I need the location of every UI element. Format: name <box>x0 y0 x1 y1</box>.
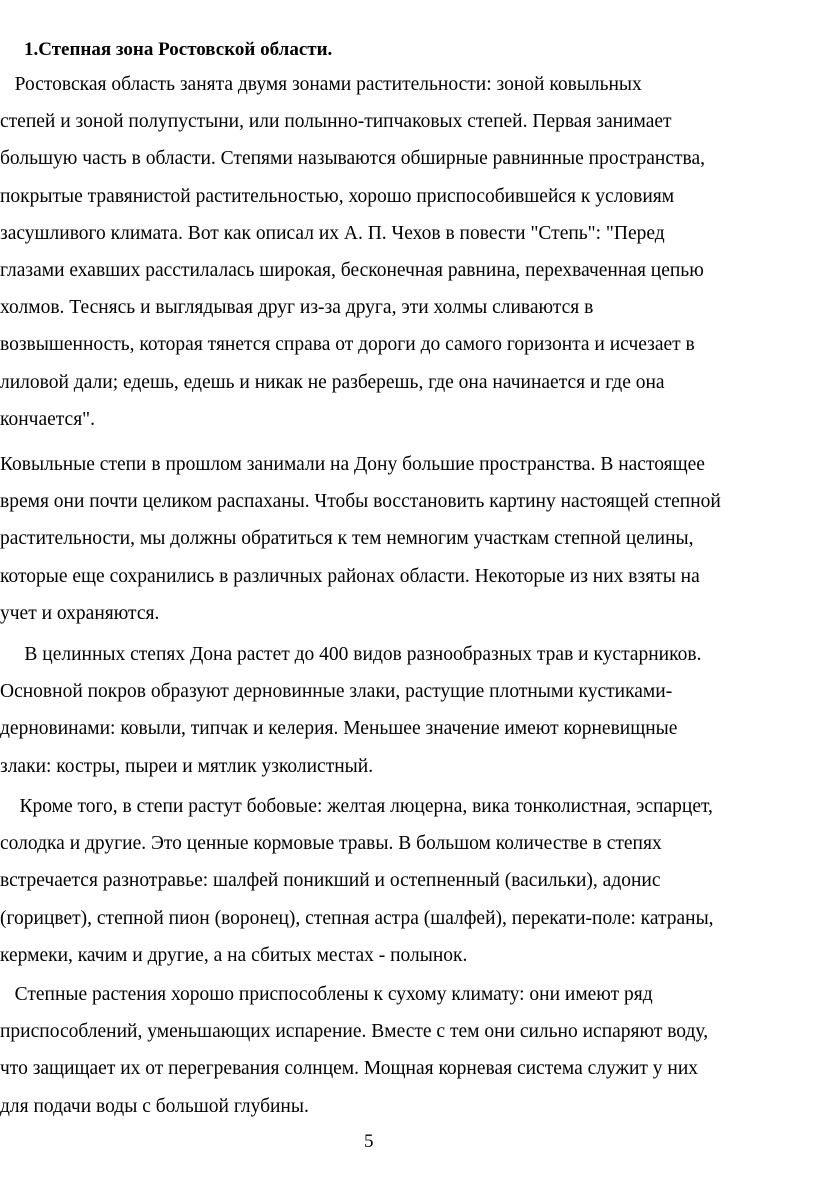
text-line: глазами ехавших расстилалась широкая, бесконечная равнина, перехваченная цепью <box>0 259 704 281</box>
text-line: которые еще сохранились в различных районах области. Некоторые из них взяты на <box>0 565 700 587</box>
text-line: растительности, мы должны обратиться к тем немногим участкам степной целины, <box>0 528 694 550</box>
text-line: Ковыльные степи в прошлом занимали на Дону большие пространства. В настоящее <box>0 454 705 475</box>
paragraph-5 <box>0 976 816 1125</box>
text-line: лиловой дали; едешь, едешь и никак не разберешь, где она начинается и где она <box>0 371 665 393</box>
text-line: (горицвет), степной пион (воронец), степная астра (шалфей), перекати-поле: катраны, <box>0 907 714 929</box>
text-line: Кроме того, в степи растут бобовые: желтая люцерна, вика тонколистная, эспарцет, <box>0 796 713 817</box>
text-line: холмов. Теснясь и выглядывая друг из-за друга, эти холмы сливаются в <box>0 297 594 319</box>
text-line: засушливого климата. Вот как описал их А. П. Чехов в повести "Степь": "Перед <box>0 222 665 244</box>
paragraph-3 <box>0 636 816 785</box>
text-line: что защищает их от перегревания солнцем. Мощная корневая система служит у них <box>0 1058 699 1080</box>
text-line: кончается". <box>0 408 96 430</box>
text-line: время они почти целиком распаханы. Чтобы восстановить картину настоящей степной <box>0 491 721 513</box>
text-line: злаки: костры, пыреи и мятлик узколистный. <box>0 755 374 777</box>
text-line: возвышенность, которая тянется справа от дороги до самого горизонта и исчезает в <box>0 334 695 356</box>
text-line: для подачи воды с большой глубины. <box>0 1095 309 1117</box>
text-line: Основной покров образуют дерновинные злаки, растущие плотными кустиками- <box>0 681 673 703</box>
text-line: В целинных степях Дона растет до 400 видов разнообразных трав и кустарников. <box>0 644 702 665</box>
text-line: солодка и другие. Это ценные кормовые травы. В большом количестве в степях <box>0 833 662 855</box>
text-line: приспособлений, уменьшающих испарение. Вместе с тем они сильно испаряют воду, <box>0 1021 709 1043</box>
text-line: большую часть в области. Степями называются обширные равнинные пространства, <box>0 148 705 170</box>
paragraph-4 <box>0 788 816 974</box>
text-line: кермеки, качим и другие, а на сбитых местах - полынок. <box>0 944 468 966</box>
text-line: учет и охраняются. <box>0 602 160 624</box>
text-line: встречается разнотравье: шалфей поникший и остепненный (васильки), адонис <box>0 870 661 892</box>
page-number: 5 <box>364 1131 374 1152</box>
paragraph-1 <box>0 66 816 438</box>
text-line: покрытые травянистой растительностью, хорошо приспособившейся к условиям <box>0 185 675 207</box>
paragraph-2 <box>0 446 816 632</box>
text-line: Ростовская область занята двумя зонами растительности: зоной ковыльных <box>0 74 642 95</box>
text-line: дерновинами: ковыли, типчак и келерия. Меньшее значение имеют корневищные <box>0 718 678 740</box>
section-title: 1.Степная зона Ростовской области. <box>24 39 333 60</box>
text-line: степей и зоной полупустыни, или полынно-типчаковых степей. Первая занимает <box>0 111 672 133</box>
text-line: Степные растения хорошо приспособлены к сухому климату: они имеют ряд <box>0 984 653 1005</box>
